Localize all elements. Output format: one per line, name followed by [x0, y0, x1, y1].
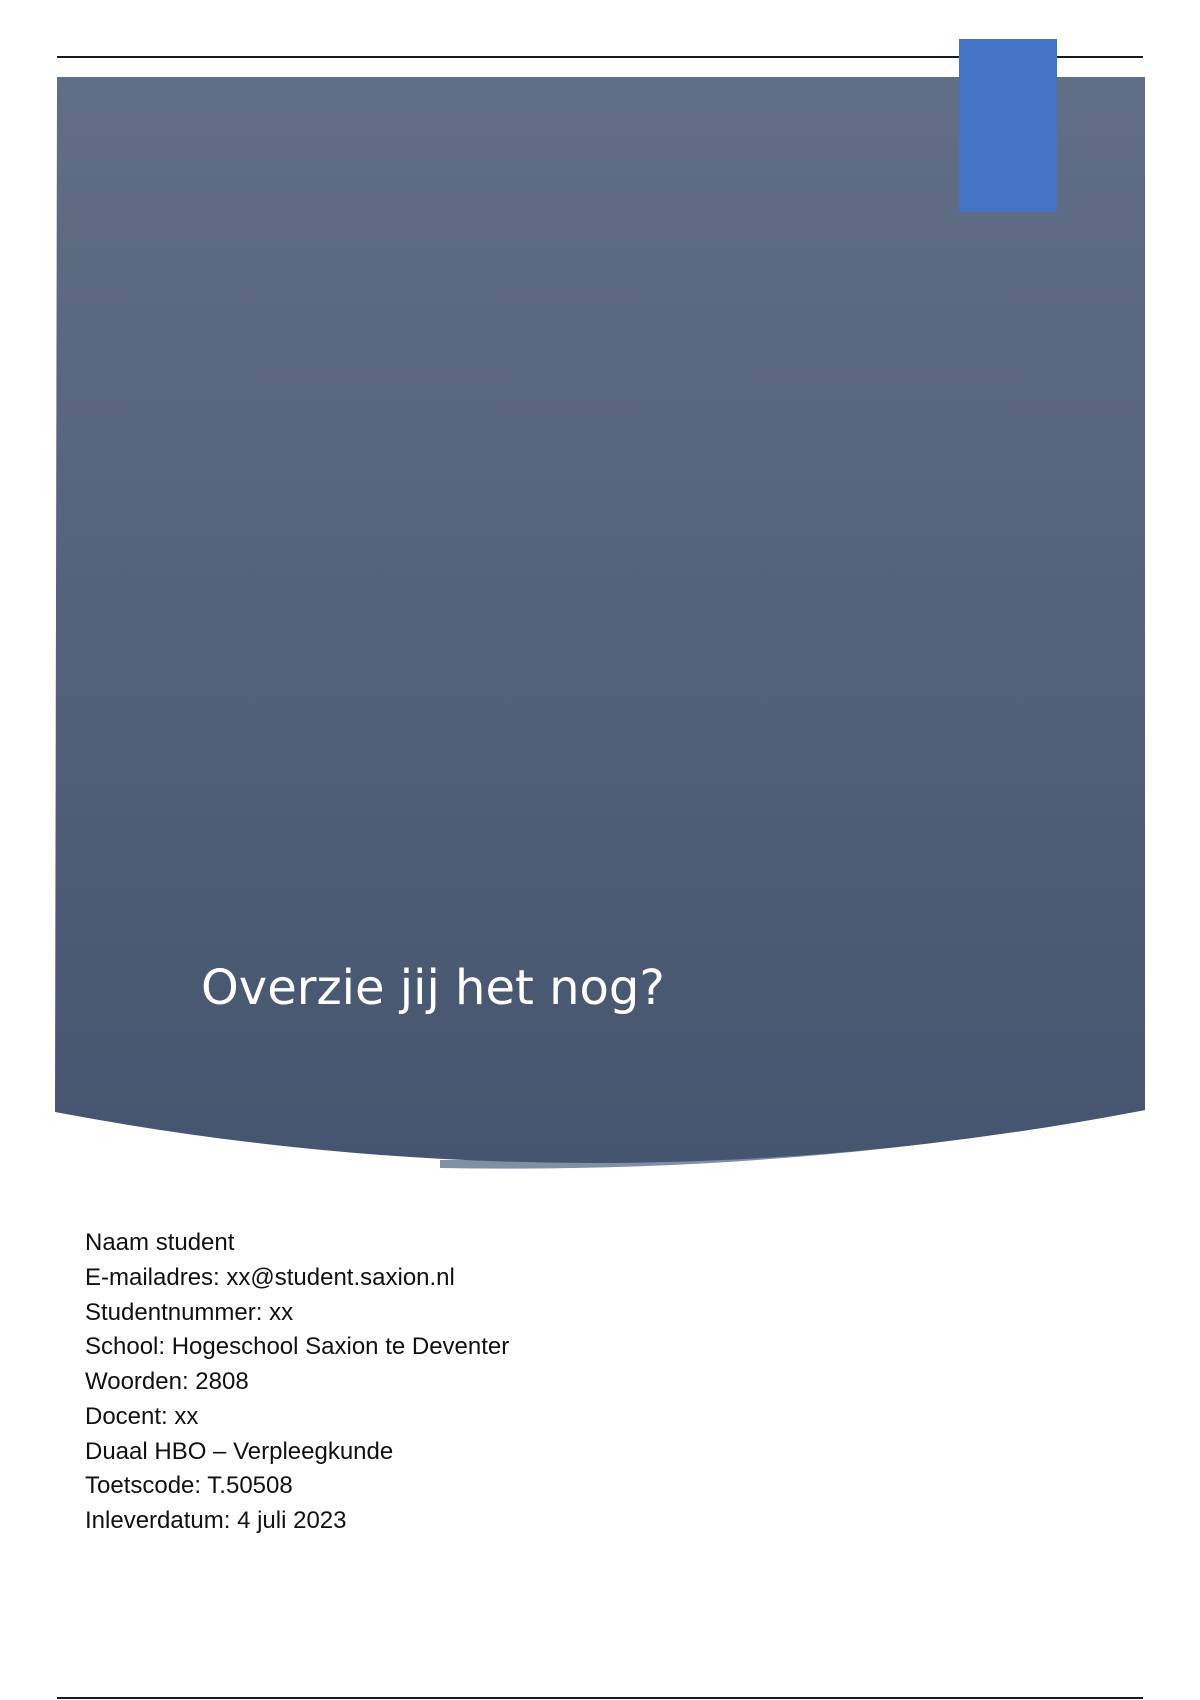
accent-tab [959, 39, 1057, 212]
detail-student-name: Naam student [85, 1229, 235, 1256]
detail-teacher: Docent: xx [85, 1402, 199, 1430]
detail-email: E-mailadres: xx@student.saxion.nl [85, 1263, 455, 1291]
detail-test-code: Toetscode: T.50508 [85, 1472, 293, 1500]
detail-student-number: Studentnummer: xx [85, 1298, 294, 1326]
cover-title: Overzie jij het nog? [201, 960, 665, 1016]
bottom-horizontal-rule [57, 1697, 1143, 1699]
detail-program: Duaal HBO – Verpleegkunde [85, 1437, 394, 1465]
detail-submission-date: Inleverdatum: 4 juli 2023 [85, 1507, 347, 1534]
student-details [85, 1226, 509, 1539]
detail-school: School: Hogeschool Saxion te Deventer [85, 1333, 510, 1361]
detail-word-count: Woorden: 2808 [85, 1368, 249, 1395]
